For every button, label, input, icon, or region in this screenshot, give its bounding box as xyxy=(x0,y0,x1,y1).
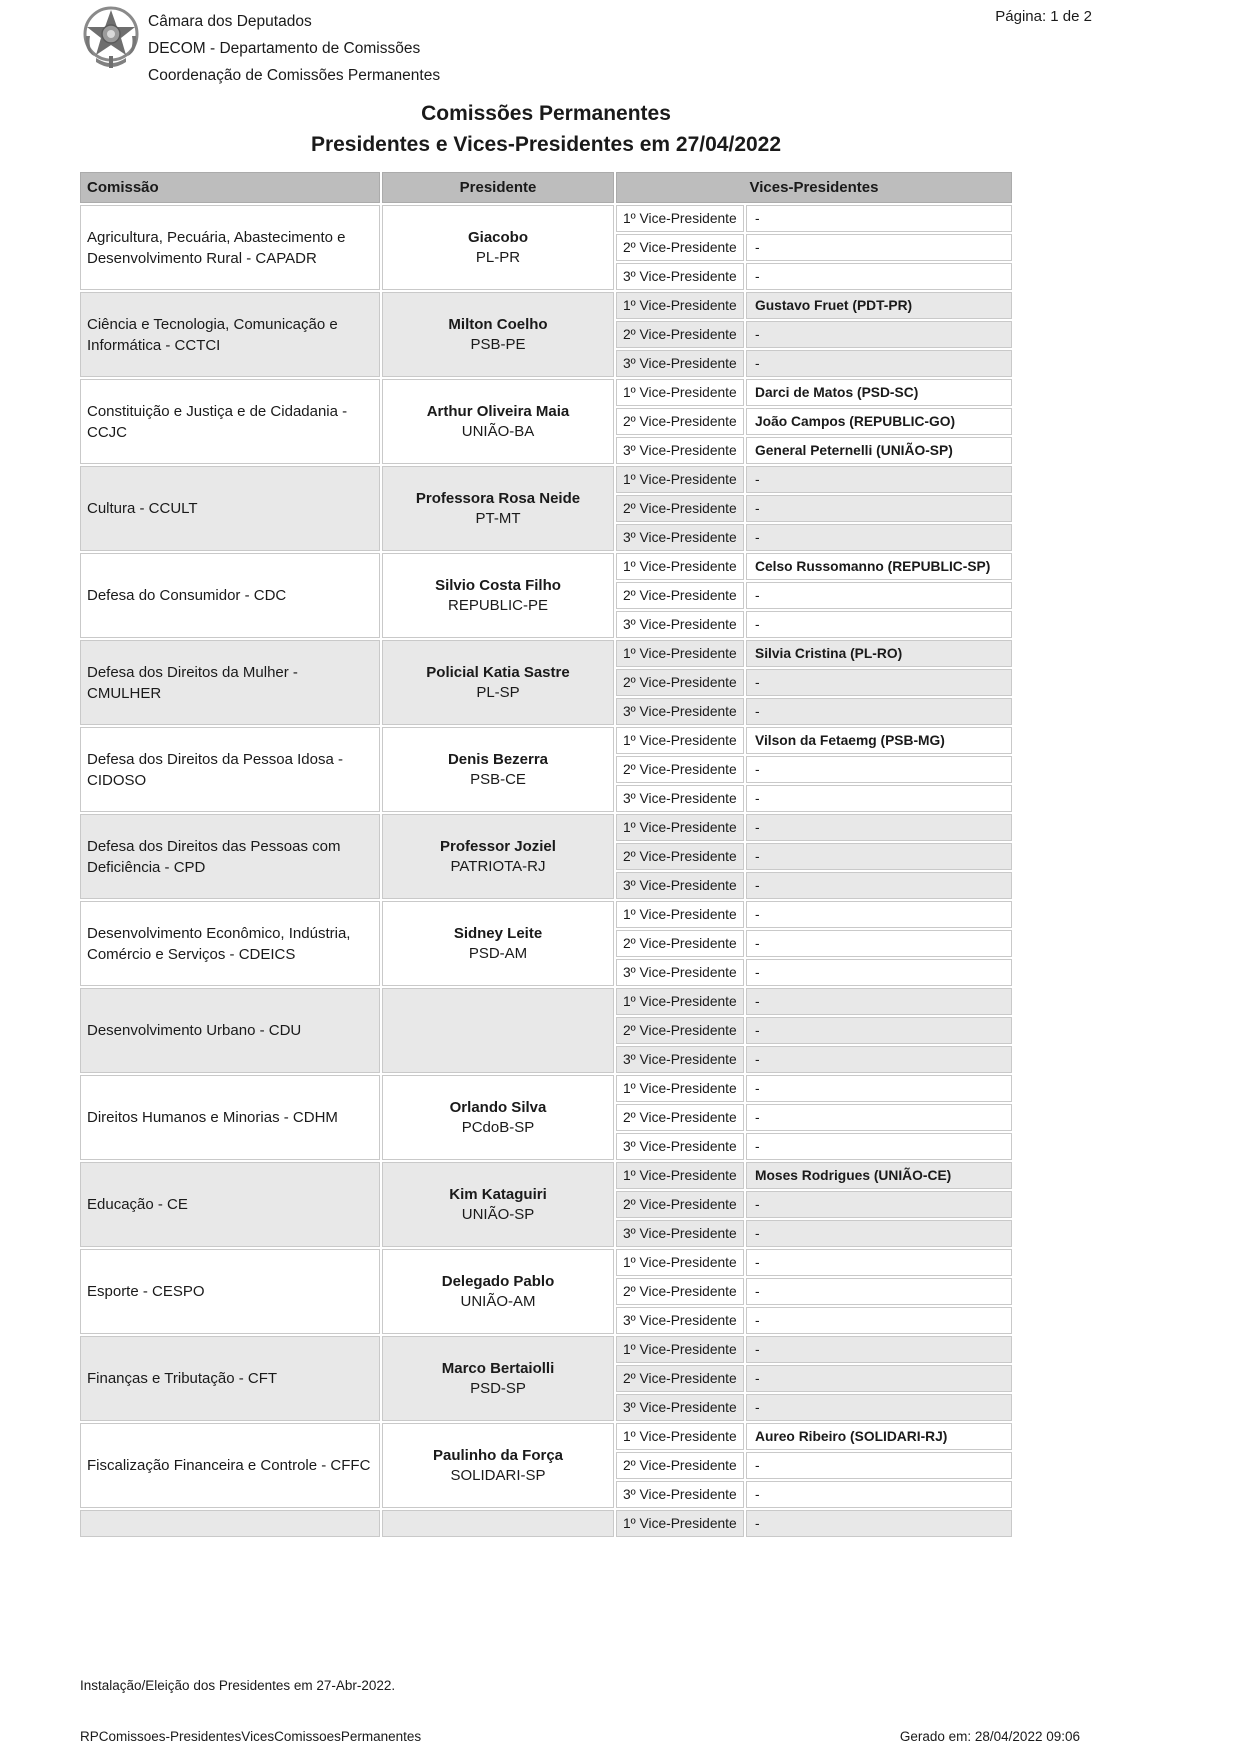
vice-value: - xyxy=(746,988,1012,1015)
vice-row xyxy=(616,1046,1012,1073)
vice-value: - xyxy=(746,930,1012,957)
vice-label: 1º Vice-Presidente xyxy=(616,727,744,754)
table-row xyxy=(80,901,1012,986)
vice-value: - xyxy=(746,1017,1012,1044)
table-row xyxy=(80,1336,1012,1421)
vice-value: - xyxy=(746,814,1012,841)
vice-row xyxy=(616,1336,1012,1363)
vice-label: 2º Vice-Presidente xyxy=(616,495,744,522)
commission-name: Defesa dos Direitos das Pessoas com Deficiência - CPD xyxy=(80,814,380,899)
vice-label: 2º Vice-Presidente xyxy=(616,669,744,696)
commission-name: Defesa dos Direitos da Pessoa Idosa - CIDOSO xyxy=(80,727,380,812)
table-row xyxy=(80,1510,1012,1537)
vice-row xyxy=(616,930,1012,957)
vice-row xyxy=(616,1481,1012,1508)
vice-row xyxy=(616,582,1012,609)
president-name: Delegado Pablo xyxy=(441,1272,555,1290)
vice-row xyxy=(616,1278,1012,1305)
vice-label: 3º Vice-Presidente xyxy=(616,263,744,290)
vice-list xyxy=(616,205,1012,290)
vice-value: - xyxy=(746,263,1012,290)
table-row xyxy=(80,205,1012,290)
vice-row xyxy=(616,466,1012,493)
vice-row xyxy=(616,1249,1012,1276)
president-name: Arthur Oliveira Maia xyxy=(426,402,570,420)
vice-value: - xyxy=(746,1104,1012,1131)
president-cell xyxy=(382,901,614,986)
vice-label: 2º Vice-Presidente xyxy=(616,582,744,609)
president-name: Denis Bezerra xyxy=(447,750,549,768)
vice-list xyxy=(616,292,1012,377)
commission-name: Fiscalização Financeira e Controle - CFFC xyxy=(80,1423,380,1508)
vice-label: 3º Vice-Presidente xyxy=(616,1307,744,1334)
vice-label: 2º Vice-Presidente xyxy=(616,234,744,261)
president-party: REPUBLIC-PE xyxy=(447,596,549,614)
vice-label: 3º Vice-Presidente xyxy=(616,1220,744,1247)
vice-row xyxy=(616,611,1012,638)
president-party: PSD-SP xyxy=(470,1379,526,1397)
vice-value: Silvia Cristina (PL-RO) xyxy=(746,640,1012,667)
vice-value: - xyxy=(746,698,1012,725)
vice-row xyxy=(616,698,1012,725)
vice-label: 2º Vice-Presidente xyxy=(616,843,744,870)
vice-value: Moses Rodrigues (UNIÃO-CE) xyxy=(746,1162,1012,1189)
president-cell xyxy=(382,988,614,1073)
vice-value: - xyxy=(746,350,1012,377)
commission-name: Agricultura, Pecuária, Abastecimento e Desenvolvimento Rural - CAPADR xyxy=(80,205,380,290)
vice-row xyxy=(616,1452,1012,1479)
vice-label: 1º Vice-Presidente xyxy=(616,901,744,928)
vice-row xyxy=(616,669,1012,696)
vice-list xyxy=(616,988,1012,1073)
vice-list xyxy=(616,814,1012,899)
president-party: UNIÃO-AM xyxy=(460,1292,536,1310)
president-party: PL-PR xyxy=(475,248,521,266)
commission-name: Esporte - CESPO xyxy=(80,1249,380,1334)
vice-label: 2º Vice-Presidente xyxy=(616,756,744,783)
vice-label: 1º Vice-Presidente xyxy=(616,205,744,232)
title-line1: Comissões Permanentes xyxy=(421,102,671,125)
president-cell xyxy=(382,727,614,812)
commission-name: Defesa dos Direitos da Mulher - CMULHER xyxy=(80,640,380,725)
vice-label: 1º Vice-Presidente xyxy=(616,553,744,580)
vice-row xyxy=(616,640,1012,667)
vice-row xyxy=(616,843,1012,870)
report-name: RPComissoes-PresidentesVicesComissoesPermanentes xyxy=(80,1729,422,1744)
vice-label: 1º Vice-Presidente xyxy=(616,988,744,1015)
vice-label: 1º Vice-Presidente xyxy=(616,292,744,319)
vice-row xyxy=(616,1075,1012,1102)
president-cell xyxy=(382,205,614,290)
vice-value: Gustavo Fruet (PDT-PR) xyxy=(746,292,1012,319)
vice-label: 2º Vice-Presidente xyxy=(616,1278,744,1305)
coat-of-arms-logo xyxy=(82,6,140,70)
vice-value: Vilson da Fetaemg (PSB-MG) xyxy=(746,727,1012,754)
vice-row xyxy=(616,292,1012,319)
vice-value: - xyxy=(746,1249,1012,1276)
vice-value: - xyxy=(746,1191,1012,1218)
vice-value: - xyxy=(746,843,1012,870)
vice-row xyxy=(616,1510,1012,1537)
vice-value: - xyxy=(746,959,1012,986)
vice-row xyxy=(616,988,1012,1015)
vice-list xyxy=(616,1423,1012,1508)
president-party: PSB-PE xyxy=(470,335,526,353)
vice-row xyxy=(616,321,1012,348)
president-name: Kim Kataguiri xyxy=(449,1185,547,1203)
table-row xyxy=(80,988,1012,1073)
president-name: Marco Bertaiolli xyxy=(441,1359,555,1377)
vice-list xyxy=(616,466,1012,551)
president-name: Paulinho da Força xyxy=(432,1446,564,1464)
vice-row xyxy=(616,205,1012,232)
president-cell xyxy=(382,553,614,638)
vice-list xyxy=(616,901,1012,986)
commission-name: Finanças e Tributação - CFT xyxy=(80,1336,380,1421)
vice-label: 3º Vice-Presidente xyxy=(616,698,744,725)
vice-label: 1º Vice-Presidente xyxy=(616,1423,744,1450)
president-cell xyxy=(382,640,614,725)
org-lines xyxy=(148,6,1092,89)
vice-list xyxy=(616,1075,1012,1160)
vice-row xyxy=(616,263,1012,290)
president-cell xyxy=(382,466,614,551)
vice-label: 3º Vice-Presidente xyxy=(616,1394,744,1421)
vice-label: 2º Vice-Presidente xyxy=(616,930,744,957)
vice-value: Celso Russomanno (REPUBLIC-SP) xyxy=(746,553,1012,580)
vice-label: 2º Vice-Presidente xyxy=(616,1017,744,1044)
president-name: Silvio Costa Filho xyxy=(435,576,561,594)
vice-label: 3º Vice-Presidente xyxy=(616,959,744,986)
vice-value: - xyxy=(746,756,1012,783)
vice-value: - xyxy=(746,1220,1012,1247)
vice-label: 1º Vice-Presidente xyxy=(616,640,744,667)
vice-row xyxy=(616,1017,1012,1044)
vice-label: 2º Vice-Presidente xyxy=(616,1191,744,1218)
column-header-comissao: Comissão xyxy=(80,172,380,203)
vice-value: - xyxy=(746,1510,1012,1537)
org-coordination: Coordenação de Comissões Permanentes xyxy=(148,67,441,84)
org-name: Câmara dos Deputados xyxy=(148,13,312,30)
vice-label: 1º Vice-Presidente xyxy=(616,379,744,406)
vice-row xyxy=(616,1394,1012,1421)
vice-label: 1º Vice-Presidente xyxy=(616,1510,744,1537)
document-title xyxy=(80,98,1012,160)
vice-list xyxy=(616,640,1012,725)
vice-value: Aureo Ribeiro (SOLIDARI-RJ) xyxy=(746,1423,1012,1450)
commission-name: Direitos Humanos e Minorias - CDHM xyxy=(80,1075,380,1160)
president-party: PT-MT xyxy=(475,509,521,527)
president-cell xyxy=(382,292,614,377)
column-header-vices: Vices-Presidentes xyxy=(616,172,1012,203)
table-header-row xyxy=(80,172,1012,203)
president-party: UNIÃO-BA xyxy=(461,422,535,440)
vice-label: 1º Vice-Presidente xyxy=(616,1249,744,1276)
vice-row xyxy=(616,408,1012,435)
vice-label: 3º Vice-Presidente xyxy=(616,524,744,551)
vice-row xyxy=(616,553,1012,580)
vice-label: 2º Vice-Presidente xyxy=(616,1365,744,1392)
vice-row xyxy=(616,814,1012,841)
installation-note: Instalação/Eleição dos Presidentes em 27-Abr-2022. xyxy=(80,1678,396,1693)
vice-value: - xyxy=(746,1481,1012,1508)
vice-label: 3º Vice-Presidente xyxy=(616,785,744,812)
vice-list xyxy=(616,1249,1012,1334)
president-cell xyxy=(382,379,614,464)
vice-value: - xyxy=(746,524,1012,551)
commission-name: Cultura - CCULT xyxy=(80,466,380,551)
table-row xyxy=(80,379,1012,464)
table-row xyxy=(80,727,1012,812)
vice-label: 3º Vice-Presidente xyxy=(616,1481,744,1508)
president-name: Milton Coelho xyxy=(448,315,548,333)
president-name: Giacobo xyxy=(467,228,528,246)
table-row xyxy=(80,466,1012,551)
vice-value: - xyxy=(746,1365,1012,1392)
vice-row xyxy=(616,1104,1012,1131)
vice-list xyxy=(616,1162,1012,1247)
table-row xyxy=(80,1075,1012,1160)
commission-name: Desenvolvimento Urbano - CDU xyxy=(80,988,380,1073)
vice-value: - xyxy=(746,495,1012,522)
vice-row xyxy=(616,1162,1012,1189)
president-cell xyxy=(382,1249,614,1334)
vice-value: - xyxy=(746,785,1012,812)
president-cell xyxy=(382,1075,614,1160)
vice-row xyxy=(616,959,1012,986)
vice-value: General Peternelli (UNIÃO-SP) xyxy=(746,437,1012,464)
president-party: UNIÃO-SP xyxy=(461,1205,535,1223)
president-cell xyxy=(382,1510,614,1537)
vice-label: 3º Vice-Presidente xyxy=(616,437,744,464)
vice-label: 2º Vice-Presidente xyxy=(616,321,744,348)
president-name: Policial Katia Sastre xyxy=(426,663,570,681)
table-row xyxy=(80,1249,1012,1334)
president-name: Orlando Silva xyxy=(449,1098,547,1116)
vice-row xyxy=(616,1220,1012,1247)
table-body xyxy=(80,205,1012,1537)
vice-label: 2º Vice-Presidente xyxy=(616,408,744,435)
vice-value: - xyxy=(746,1046,1012,1073)
commission-name: Defesa do Consumidor - CDC xyxy=(80,553,380,638)
president-cell xyxy=(382,814,614,899)
vice-row xyxy=(616,1133,1012,1160)
vice-value: - xyxy=(746,582,1012,609)
vice-value: - xyxy=(746,1394,1012,1421)
vice-label: 1º Vice-Presidente xyxy=(616,814,744,841)
table-row xyxy=(80,1423,1012,1508)
vice-value: - xyxy=(746,466,1012,493)
vice-row xyxy=(616,350,1012,377)
vice-value: - xyxy=(746,1133,1012,1160)
vice-row xyxy=(616,495,1012,522)
vice-label: 3º Vice-Presidente xyxy=(616,1046,744,1073)
vice-value: - xyxy=(746,205,1012,232)
vice-label: 3º Vice-Presidente xyxy=(616,1133,744,1160)
vice-value: João Campos (REPUBLIC-GO) xyxy=(746,408,1012,435)
generated-timestamp: Gerado em: 28/04/2022 09:06 xyxy=(899,1729,1080,1744)
vice-list xyxy=(616,553,1012,638)
vice-value: - xyxy=(746,901,1012,928)
vice-row xyxy=(616,1307,1012,1334)
vice-label: 1º Vice-Presidente xyxy=(616,1162,744,1189)
president-cell xyxy=(382,1423,614,1508)
commission-name: Educação - CE xyxy=(80,1162,380,1247)
vice-row xyxy=(616,901,1012,928)
president-party: PSD-AM xyxy=(468,944,528,962)
vice-value: - xyxy=(746,1307,1012,1334)
title-line2: Presidentes e Vices-Presidentes em 27/04/2022 xyxy=(310,133,782,156)
table-row xyxy=(80,292,1012,377)
vice-list xyxy=(616,379,1012,464)
vice-value: - xyxy=(746,234,1012,261)
president-cell xyxy=(382,1336,614,1421)
column-header-presidente: Presidente xyxy=(382,172,614,203)
vice-label: 2º Vice-Presidente xyxy=(616,1452,744,1479)
vice-value: - xyxy=(746,1278,1012,1305)
page-header xyxy=(80,6,1092,89)
vice-label: 2º Vice-Presidente xyxy=(616,1104,744,1131)
table-row xyxy=(80,1162,1012,1247)
vice-list xyxy=(616,727,1012,812)
vice-value: - xyxy=(746,611,1012,638)
commission-name: Desenvolvimento Econômico, Indústria, Comércio e Serviços - CDEICS xyxy=(80,901,380,986)
president-cell xyxy=(382,1162,614,1247)
vice-row xyxy=(616,1423,1012,1450)
president-party: PSB-CE xyxy=(470,770,526,788)
vice-label: 3º Vice-Presidente xyxy=(616,611,744,638)
vice-row xyxy=(616,1191,1012,1218)
commission-name xyxy=(80,1510,380,1537)
vice-value: - xyxy=(746,872,1012,899)
vice-row xyxy=(616,234,1012,261)
page-number: Página: 1 de 2 xyxy=(995,8,1092,25)
table-row xyxy=(80,640,1012,725)
vice-list xyxy=(616,1510,1012,1537)
commissions-table xyxy=(80,172,1012,1537)
president-name: Sidney Leite xyxy=(453,924,543,942)
vice-list xyxy=(616,1336,1012,1421)
vice-value: Darci de Matos (PSD-SC) xyxy=(746,379,1012,406)
vice-label: 1º Vice-Presidente xyxy=(616,466,744,493)
vice-row xyxy=(616,1365,1012,1392)
table-row xyxy=(80,814,1012,899)
vice-value: - xyxy=(746,1452,1012,1479)
org-department: DECOM - Departamento de Comissões xyxy=(148,40,421,57)
president-party: SOLIDARI-SP xyxy=(450,1466,546,1484)
commission-name: Ciência e Tecnologia, Comunicação e Informática - CCTCI xyxy=(80,292,380,377)
vice-label: 3º Vice-Presidente xyxy=(616,872,744,899)
vice-row xyxy=(616,524,1012,551)
commission-name: Constituição e Justiça e de Cidadania - CCJC xyxy=(80,379,380,464)
vice-value: - xyxy=(746,321,1012,348)
vice-label: 1º Vice-Presidente xyxy=(616,1075,744,1102)
vice-row xyxy=(616,756,1012,783)
president-party: PATRIOTA-RJ xyxy=(450,857,546,875)
vice-row xyxy=(616,785,1012,812)
president-party: PCdoB-SP xyxy=(461,1118,535,1136)
vice-row xyxy=(616,727,1012,754)
president-party: PL-SP xyxy=(476,683,520,701)
vice-row xyxy=(616,872,1012,899)
vice-value: - xyxy=(746,669,1012,696)
table-row xyxy=(80,553,1012,638)
vice-row xyxy=(616,379,1012,406)
vice-row xyxy=(616,437,1012,464)
vice-value: - xyxy=(746,1336,1012,1363)
vice-value: - xyxy=(746,1075,1012,1102)
president-name: Professor Joziel xyxy=(440,837,556,855)
vice-label: 3º Vice-Presidente xyxy=(616,350,744,377)
page-bottom xyxy=(80,1729,1080,1744)
vice-label: 1º Vice-Presidente xyxy=(616,1336,744,1363)
president-name: Professora Rosa Neide xyxy=(415,489,581,507)
